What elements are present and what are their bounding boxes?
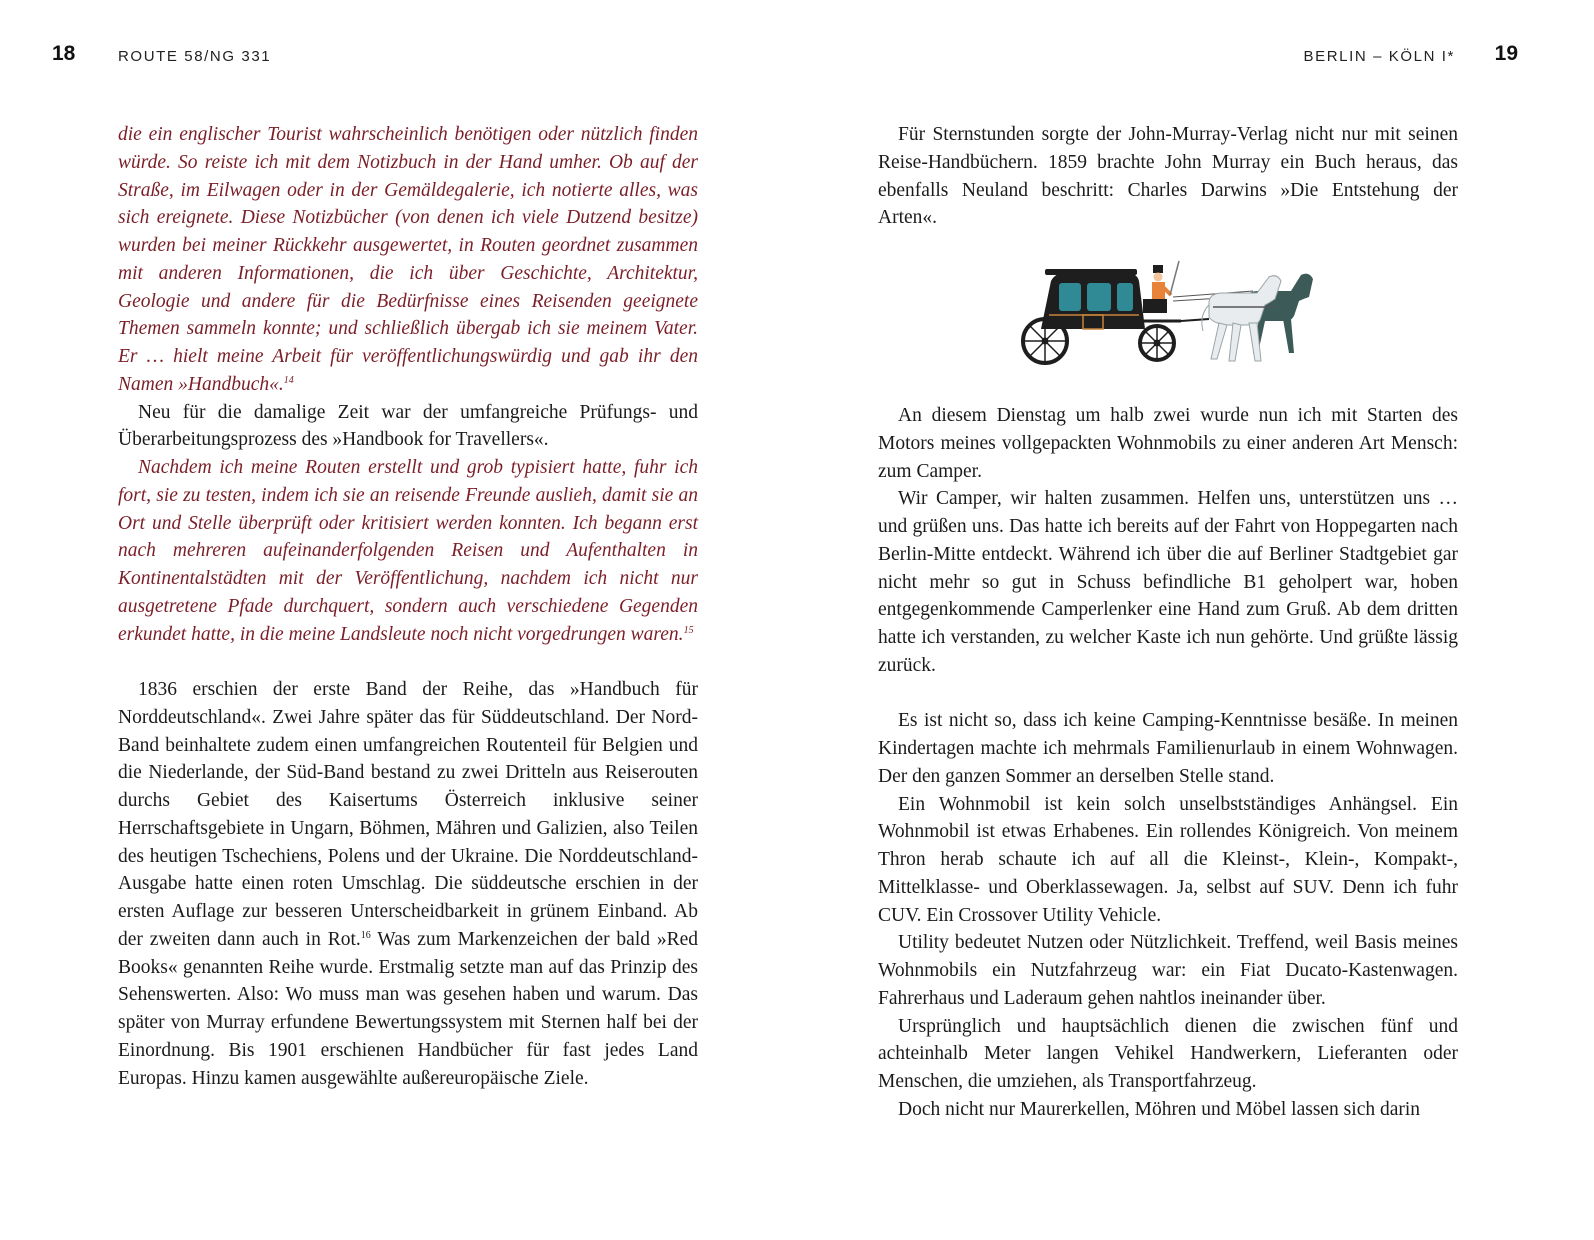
paragraph-text: Nachdem ich meine Routen erstellt und grob typisiert hatte, fuhr ich fort, sie zu testen, indem ich sie an reisende Freunde auslieh, damit sie an Ort und Stelle überprüft oder kritisiert werden konnten. Ich begann erst nach mehreren aufeinanderfolgenden Reisen und Aufenthalten in Kontinentalstädten mit der Veröffentlichung, nachdem ich nicht nur ausgetretene Pfade durchquert, sondern auch verschiedene Gegenden erkundet hatte, in die meine Landsleute noch nicht vorgedrungen waren. — [118, 457, 698, 645]
paragraph-text: Neu für die damalige Zeit war der umfangreiche Prüfungs- und Überarbeitungsprozess des »Handbook for Travellers«. — [118, 401, 698, 451]
footnote-marker: 16 — [360, 929, 371, 941]
paragraph-text: 1836 erschien der erste Band der Reihe, das »Handbuch für Norddeutschland«. Zwei Jahre später das für Süddeutschland. Der Nord-Band beinhaltete zudem einen umfangreichen Routenteil für Belgien und die Niederlande, der Süd-Band bestand zu zwei Dritteln aus Reiserouten durchs Gebiet des Kaisertums Österreich inklusive seiner Herrschaftsgebiete in Ungarn, Böhmen, Mähren und Galizien, also Teilen des heutigen Tschechiens, Polens und der Ukraine. Die Norddeutschland-Ausgabe hatte einen roten Umschlag. Die süddeutsche erschien in der ersten Auflage zur besseren Unterscheidbarkeit in grünem Einband. Ab der zweiten dann auch in Rot. — [118, 679, 698, 950]
right-page — [797, 0, 1594, 1240]
page-number: 18 — [52, 42, 76, 65]
stagecoach-with-horses-icon — [1013, 257, 1323, 377]
body-paragraph: Wir Camper, wir halten zusammen. Helfen uns, unterstützen uns … und grüßen uns. Das hatte ich bereits auf der Fahrt von Hoppegarten nach Berlin-Mitte entdeckt. Während ich über die auf Berliner Stadtgebiet gar nicht mehr so gut in Schuss befindliche B1 geholpert war, hoben entgegenkommende Camperlenker eine Hand zum Gruß. Ab dem dritten hatte ich verstanden, zu welcher Kaste ich nun gehörte. Und grüßte lässig zurück. — [878, 488, 1458, 676]
body-paragraph — [118, 676, 698, 1092]
quote-paragraph — [118, 121, 698, 399]
body-paragraph: Ein Wohnmobil ist kein solch unselbstständiges Anhängsel. Ein Wohnmobil ist etwas Erhabenes. Ein rollendes Königreich. Von meinem Thron herab schaute ich auf all die Kleinst-, Klein-, Kompakt-, Mittelklasse- und Oberklassewagen. Ja, selbst auf SUV. Denn ich fuhr CUV. Ein Crossover Utility Vehicle. — [878, 793, 1458, 926]
body-paragraph — [118, 399, 698, 455]
page-number: 19 — [1494, 42, 1518, 65]
footnote-marker: 14 — [283, 374, 294, 386]
footnote-marker: 15 — [683, 624, 694, 636]
body-paragraph: Für Sternstunden sorgte der John-Murray-Verlag nicht nur mit seinen Reise-Handbüchern. 1859 brachte John Murray ein Buch heraus, das ebenfalls Neuland beschritt: Charles Darwins »Die Entstehung der Arten«. — [878, 124, 1458, 229]
paragraph-text: die ein englischer Tourist wahrscheinlich benötigen oder nützlich finden würde. So reiste ich mit dem Notizbuch in der Hand umher. Ob auf der Straße, im Eilwagen oder in der Gemäldegalerie, ich notierte alles, was sich ereignete. Diese Notizbücher (von denen ich viele Dutzend besitze) wurden bei meiner Rückkehr ausgewertet, in Routen geordnet zusammen mit anderen Informationen, die ich über Geschichte, Architektur, Geologie und andere für die Bedürfnisse eines Reisenden geeignete Themen sammeln konnte; und schließlich übergab ich sie meinem Vater. Er … hielt meine Arbeit für veröffentlichungswürdig und gab ihr den Namen »Handbuch«. — [118, 124, 698, 395]
body-paragraph: Doch nicht nur Maurerkellen, Möhren und Möbel lassen sich darin — [898, 1098, 1421, 1120]
body-paragraph: Utility bedeutet Nutzen oder Nützlichkeit. Treffend, weil Basis meines Wohnmobils ein Nutzfahrzeug war: ein Fiat Ducato-Kastenwagen. Fahrerhaus und Laderaum gehen nahtlos ineinander über. — [878, 932, 1458, 1009]
quote-paragraph — [118, 454, 698, 648]
text-column — [118, 121, 698, 1092]
body-paragraph: Es ist nicht so, dass ich keine Camping-Kenntnisse besäße. In meinen Kindertagen machte ich mehrmals Familienurlaub in einem Wohnwagen. Der den ganzen Sommer an derselben Stelle stand. — [878, 710, 1458, 787]
body-paragraph: Ursprünglich und hauptsächlich dienen die zwischen fünf und achteinhalb Meter langen Vehikel Handwerkern, Lieferanten oder Menschen, die umziehen, als Transportfahrzeug. — [878, 1015, 1458, 1092]
running-head: BERLIN – KÖLN I* — [1303, 48, 1455, 65]
running-head: ROUTE 58/NG 331 — [118, 48, 272, 65]
paragraph-text-continued: Was zum Markenzeichen der bald »Red Books« genannten Reihe wurde. Erstmalig setzte man auf das Prinzip des Sehenswerten. Also: Wo muss man was gesehen haben und warum. Das später von Murray erfundene Bewertungssystem mit Sternen half bei der Einordnung. Bis 1901 erschienen Handbücher für fast jedes Land Europas. Hinzu kamen ausgewählte außereuropäische Ziele. — [118, 928, 699, 1089]
text-column — [878, 121, 1458, 1124]
illustration — [878, 232, 1458, 402]
body-paragraph: An diesem Dienstag um halb zwei wurde nun ich mit Starten des Motors meines vollgepackten Wohnmobils zu einer anderen Art Mensch: zum Camper. — [878, 405, 1458, 482]
